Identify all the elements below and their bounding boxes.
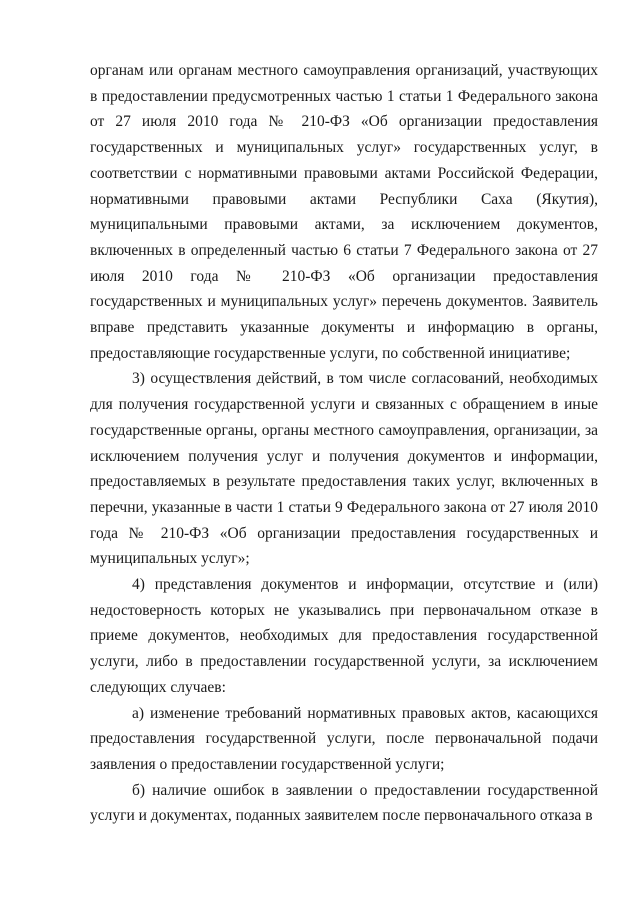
paragraph-subitem-a: а) изменение требований нормативных правовых актов, касающихся предоставления государственной услуги, после первоначальной подачи заявления о предоставлении государственной услуги; <box>90 704 598 773</box>
paragraph-subitem-b: б) наличие ошибок в заявлении о предоставлении государственной услуги и документах, поданных заявителем после первоначального отказа в <box>90 781 598 825</box>
paragraph-item-4: 4) представления документов и информации, отсутствие и (или) недостоверность которых не указывались при первоначальном отказе в приеме документов, необходимых для предоставления государственной услуги, либо в предоставлении государственной услуги, за исключением следующих случаев: <box>90 576 598 696</box>
document-page <box>90 58 598 829</box>
paragraph-item-3: 3) осуществления действий, в том числе согласований, необходимых для получения государственной услуги и связанных с обращением в иные государственные органы, органы местного самоуправления, организации, за исключением получения услуг и получения документов и информации, предоставляемых в результате предоставления таких услуг, включенных в перечни, указанные в части 1 статьи 9 Федерального закона от 27 июля 2010 года № 210-ФЗ «Об организации предоставления государственных и муниципальных услуг»; <box>90 370 598 568</box>
paragraph-continuation: органам или органам местного самоуправления организаций, участвующих в предоставлении предусмотренных частью 1 статьи 1 Федерального закона от 27 июля 2010 года № 210-ФЗ «Об организации предоставления государственных и муниципальных услуг» государственных услуг, в соответствии с нормативными правовыми актами Российской Федерации, нормативными правовыми актами Республики Саха (Якутия), муниципальными правовыми актами, за исключением документов, включенных в определенный частью 6 статьи 7 Федерального закона от 27 июля 2010 года № 210-ФЗ «Об организации предоставления государственных и муниципальных услуг» перечень документов. Заявитель вправе представить указанные документы и информацию в органы, предоставляющие государственные услуги, по собственной инициативе; <box>90 62 598 362</box>
